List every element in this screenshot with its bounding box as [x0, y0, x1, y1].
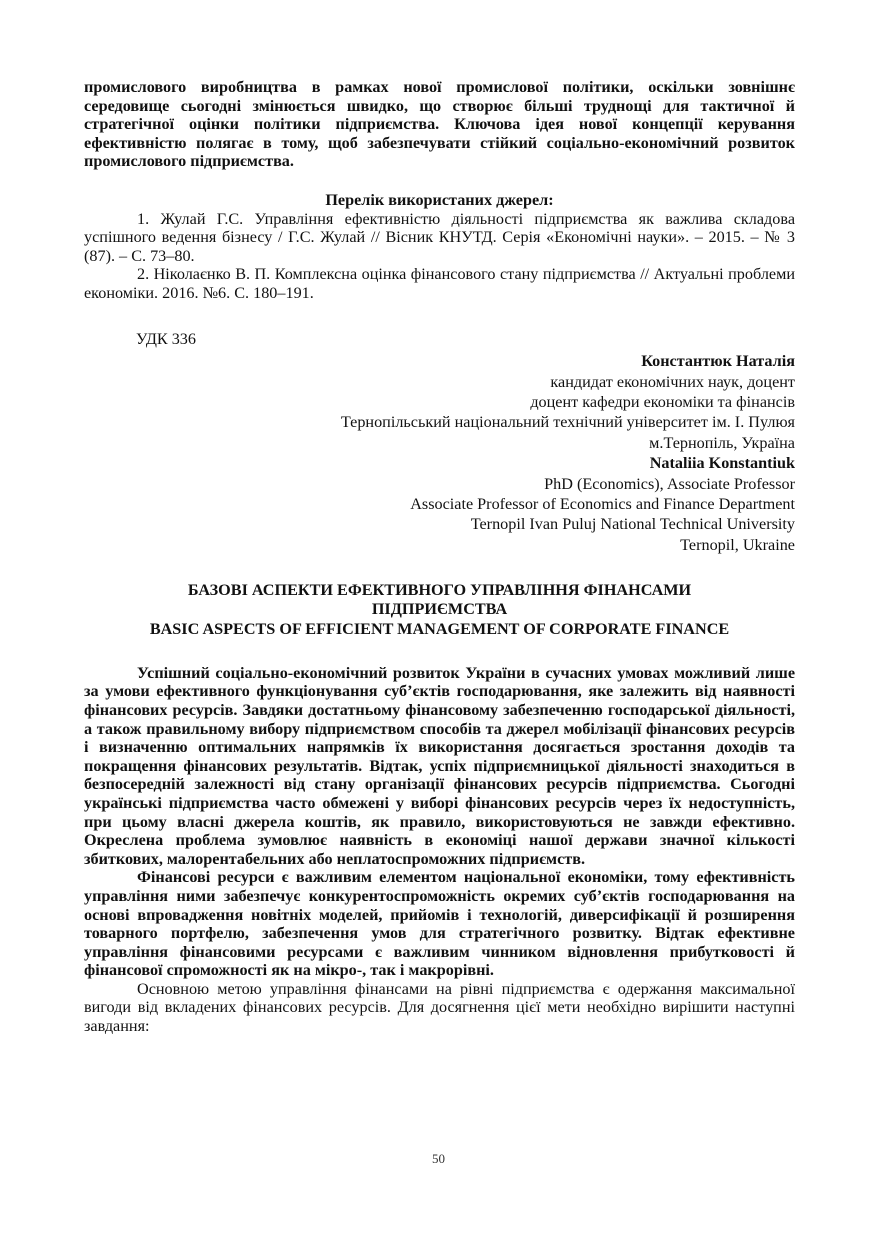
- author-university-uk: Тернопільський національний технічний університет ім. І. Пулюя: [340, 413, 795, 432]
- page-number: 50: [432, 1151, 445, 1166]
- author-name-en: Nataliia Konstantiuk: [649, 454, 795, 473]
- article-title: [84, 581, 795, 639]
- source-item-1: 1. Жулай Г.С. Управління ефективністю діяльності підприємства як важлива складова успішного ведення бізнесу / Г.С. Жулай // Вісник КНУТД. Серія «Економічні науки». – 2015. – № 3 (87). – С. 73–80.: [84, 209, 795, 265]
- body-paragraph-1: Успішний соціально-економічний розвиток України в сучасних умовах можливий лише за умови ефективного функціонування суб’єктів господарювання, яке залежить від наявності фінансових ресурсів. Завдяки достатньому фінансовому забезпеченню господарської діяльності, а також правильному вибору підприємством способів та джерел мобілізації фінансових ресурсів і визначенню оптимальних напрямків їх використання досягається зростання доходів та покращення фінансових результатів. Відтак, успіх підприємницької діяльності знаходиться в безпосередній залежності від стану організації фінансових ресурсів підприємства. Сьогодні українські підприємства часто обмежені у виборі фінансових ресурсів через їх недоступність, при цьому власні джерела коштів, як правило, використовуються не завжди ефективно. Окреслена проблема зумовлює наявність в економіці нашої держави значної кількості збиткових, малорентабельних або неплатоспроможних підприємств.: [84, 663, 795, 868]
- sources-title: Перелік використаних джерел:: [325, 190, 554, 209]
- author-position-en: Associate Professor of Economics and Finance Department: [410, 494, 795, 513]
- author-university-en: Ternopil Ivan Puluj National Technical University: [470, 515, 795, 534]
- author-degree-en: PhD (Economics), Associate Professor: [544, 474, 795, 493]
- body-paragraph-3: Основною метою управління фінансами на рівні підприємства є одержання максимальної вигоди від вкладених фінансових ресурсів. Для досягнення цієї мети необхідно вирішити наступні завдання:: [84, 979, 795, 1036]
- body-paragraph-2: Фінансові ресурси є важливим елементом національної економіки, тому ефективність управління ними забезпечує конкурентоспроможність окремих суб’єктів господарювання на основі впровадження новітніх моделей, прийомів і технологій, диверсифікації й розширення товарного портфелю, забезпечення умов для стратегічного розвитку. Відтак ефективне управління фінансовими ресурсами є важливим чинником відновлення прибутковості й фінансової спроможності як на мікро-, так і макрорівні.: [84, 868, 795, 980]
- intro-paragraph: промислового виробництва в рамках нової промислової політики, оскільки зовнішнє середовище сьогодні змінюється швидко, що створює більші труднощі для тактичної й стратегічної оцінки політики підприємства. Ключова ідея нової концепції керування ефективністю полягає в тому, щоб забезпечувати стійкий соціально-економічний розвиток промислового підприємства.: [84, 78, 795, 171]
- author-block: [84, 351, 795, 555]
- page-content: [84, 78, 795, 1036]
- author-city-uk: м.Тернопіль, Україна: [649, 433, 795, 452]
- title-en: BASIC ASPECTS OF EFFICIENT MANAGEMENT OF CORPORATE FINANCE: [149, 619, 730, 638]
- author-city-en: Ternopil, Ukraine: [680, 535, 795, 554]
- title-uk-line2: ПІДПРИЄМСТВА: [371, 600, 508, 619]
- source-item-2: 2. Ніколаєнко В. П. Комплексна оцінка фінансового стану підприємства // Актуальні проблеми економіки. 2016. №6. С. 180–191.: [84, 265, 795, 302]
- udk-code: УДК 336: [136, 329, 196, 348]
- author-name-uk: Константюк Наталія: [641, 352, 795, 371]
- title-uk-line1: БАЗОВІ АСПЕКТИ ЕФЕКТИВНОГО УПРАВЛІННЯ ФІНАНСАМИ: [187, 581, 692, 600]
- author-position-uk: доцент кафедри економіки та фінансів: [530, 392, 795, 411]
- author-degree-uk: кандидат економічних наук, доцент: [550, 372, 795, 391]
